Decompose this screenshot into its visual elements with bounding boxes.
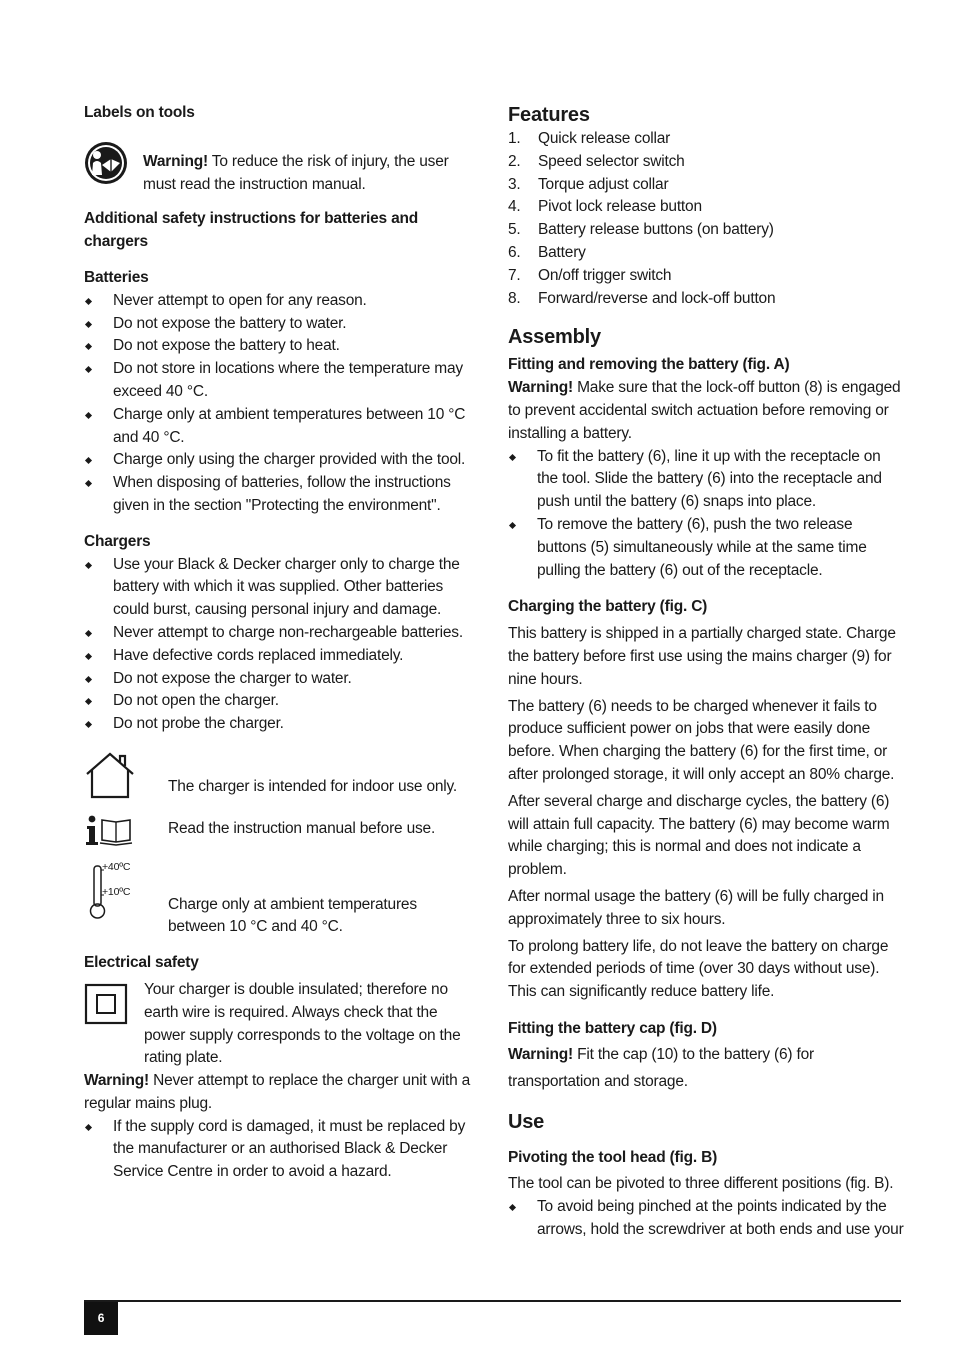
- page-number: 6: [84, 1302, 118, 1335]
- list-item: Do not expose the battery to water.: [84, 313, 478, 336]
- list-item: 6. Battery: [508, 243, 586, 261]
- list-item: 8. Forward/reverse and lock-off button: [508, 289, 776, 307]
- bullet-icon: [85, 457, 92, 464]
- bullet-icon: [85, 630, 92, 637]
- warning-label: Warning!: [508, 379, 573, 397]
- list-item: Use your Black & Decker charger only to charge the battery with which it was supplied. Other batteries could burst, causing personal injury and damage.: [84, 554, 478, 622]
- list-item: 2. Speed selector switch: [508, 152, 685, 170]
- list-item: Charge only using the charger provided with the tool.: [84, 449, 478, 472]
- charging-paragraph: The battery (6) needs to be charged whenever it fails to produce sufficient power on jobs that were easily done before. When charging the battery (6) for the first time, or after prolonged storage, it will only accept an 80% charge.: [508, 697, 895, 783]
- list-item: 5. Battery release buttons (on battery): [508, 221, 774, 239]
- list-item: To remove the battery (6), push the two release buttons (5) simultaneously while at the same time pulling the battery (6) out of the receptacle.: [508, 514, 904, 582]
- list-item: To fit the battery (6), line it up with the receptacle on the tool. Slide the battery (6) into the receptacle and push until the battery (6) snaps into place.: [508, 446, 904, 514]
- pivot-heading: Pivoting the tool head (fig. B): [508, 1148, 718, 1166]
- list-item: Never attempt to charge non-rechargeable batteries.: [84, 622, 478, 645]
- list-item: To avoid being pinched at the points indicated by the arrows, hold the screwdriver at both ends and use your: [508, 1196, 904, 1242]
- electrical-safety-heading: Electrical safety: [84, 954, 199, 972]
- double-insulation-icon: [84, 979, 144, 1033]
- cap-heading: Fitting the battery cap (fig. D): [508, 1019, 717, 1037]
- bullet-icon: [85, 698, 92, 705]
- charging-paragraph: After several charge and discharge cycles, the battery (6) will attain full capacity. The battery (6) may become warm while charging; this is normal and does not indicate a problem.: [508, 792, 890, 879]
- warning-text: Never attempt to replace the charger unit with a regular mains plug.: [84, 1072, 471, 1112]
- bullet-icon: [509, 454, 516, 461]
- cap-warning: [508, 1041, 904, 1095]
- right-column: [508, 102, 904, 1242]
- indoor-symbol-text: The charger is intended for indoor use only.: [168, 777, 458, 795]
- bullet-icon: [85, 675, 92, 682]
- bullet-icon: [85, 366, 92, 373]
- list-item: Do not expose the charger to water.: [84, 668, 478, 691]
- additional-safety-heading: Additional safety instructions for batteries and chargers: [84, 210, 419, 251]
- bullet-icon: [85, 480, 92, 487]
- warning-label: Warning!: [508, 1045, 573, 1063]
- list-item: 7. On/off trigger switch: [508, 266, 672, 284]
- bullet-icon: [509, 1204, 516, 1211]
- list-item: If the supply cord is damaged, it must be replaced by the manufacturer or an authorised Black & Decker Service Centre in order to avoid a hazard.: [84, 1116, 478, 1184]
- thermometer-icon: [84, 860, 168, 920]
- bullet-icon: [85, 298, 92, 305]
- electrical-warning: [84, 1070, 478, 1116]
- charging-paragraph: After normal usage the battery (6) will be fully charged in approximately three to six hours.: [508, 887, 884, 928]
- warning-label: Warning!: [84, 1072, 149, 1090]
- list-item: 3. Torque adjust collar: [508, 175, 669, 193]
- warning-text: Make sure that the lock-off button (8) is engaged to prevent accidental switch actuation before removing or installing a battery.: [508, 379, 901, 442]
- list-item: Do not expose the battery to heat.: [84, 335, 478, 358]
- assembly-heading: Assembly: [508, 326, 601, 349]
- list-item: 1. Quick release collar: [508, 130, 671, 147]
- list-item: When disposing of batteries, follow the instructions given in the section "Protecting the environment".: [84, 472, 478, 518]
- list-item: Do not open the charger.: [84, 690, 478, 713]
- left-column: [84, 102, 478, 1184]
- fitting-heading: Fitting and removing the battery (fig. A): [508, 356, 790, 374]
- temperature-symbol-row: [84, 860, 478, 940]
- indoor-symbol-row: [84, 752, 478, 808]
- list-item: 4. Pivot lock release button: [508, 198, 702, 216]
- temp-low-label: +10ºC: [102, 885, 131, 898]
- use-heading: Use: [508, 1110, 545, 1133]
- double-insulated-row: [84, 979, 478, 1070]
- warning-text: To reduce the risk of injury, the user must read the instruction manual.: [143, 152, 449, 193]
- info-book-icon: [84, 814, 168, 856]
- manual-warning-text: [143, 151, 478, 197]
- list-item: Never attempt to open for any reason.: [84, 290, 478, 313]
- list-item: Do not probe the charger.: [84, 713, 478, 736]
- manual-symbol-row: [84, 814, 478, 856]
- manual-symbol-text: Read the instruction manual before use.: [168, 819, 436, 837]
- pivot-text: The tool can be pivoted to three different positions (fig. B).: [508, 1175, 894, 1193]
- bullet-icon: [85, 321, 92, 328]
- footer-rule: [84, 1300, 901, 1302]
- bullet-icon: [85, 721, 92, 728]
- manual-warning-row: [84, 141, 478, 197]
- electrical-list: [84, 1116, 478, 1184]
- bullet-icon: [509, 522, 516, 529]
- features-list: [508, 128, 904, 310]
- fitting-warning: [508, 377, 904, 445]
- temp-high-label: +40ºC: [102, 860, 131, 873]
- chargers-list: [84, 554, 478, 736]
- charging-paragraph: To prolong battery life, do not leave the battery on charge for extended periods of time (over 30 days without use). This can significantly reduce battery life.: [508, 937, 889, 1001]
- labels-heading: Labels on tools: [84, 104, 195, 121]
- bullet-icon: [85, 653, 92, 660]
- bullet-icon: [85, 412, 92, 419]
- warning-text: Fit the cap (10) to the battery (6) for transportation and storage.: [508, 1045, 814, 1090]
- chargers-heading: Chargers: [84, 532, 151, 550]
- batteries-list: [84, 290, 478, 518]
- electrical-text: Your charger is double insulated; therefore no earth wire is required. Always check that the power supply corresponds to the voltage on the rating plate.: [144, 980, 461, 1067]
- list-item: Do not store in locations where the temperature may exceed 40 °C.: [84, 358, 478, 404]
- features-heading: Features: [508, 104, 590, 126]
- bullet-icon: [85, 1124, 92, 1131]
- batteries-heading: Batteries: [84, 268, 149, 286]
- bullet-icon: [85, 343, 92, 350]
- temperature-symbol-text: Charge only at ambient temperatures between 10 °C and 40 °C.: [168, 895, 417, 936]
- fitting-list: [508, 446, 904, 583]
- bullet-icon: [85, 562, 92, 569]
- charging-heading: Charging the battery (fig. C): [508, 598, 708, 616]
- list-item: Charge only at ambient temperatures between 10 °C and 40 °C.: [84, 404, 478, 450]
- pivot-list: [508, 1196, 904, 1242]
- list-item: Have defective cords replaced immediately.: [84, 645, 478, 668]
- charging-paragraph: This battery is shipped in a partially charged state. Charge the battery before first use using the mains charger (9) for nine hours.: [508, 625, 896, 688]
- read-manual-icon: [84, 141, 143, 193]
- warning-label: Warning!: [143, 152, 208, 170]
- house-icon: [84, 752, 168, 808]
